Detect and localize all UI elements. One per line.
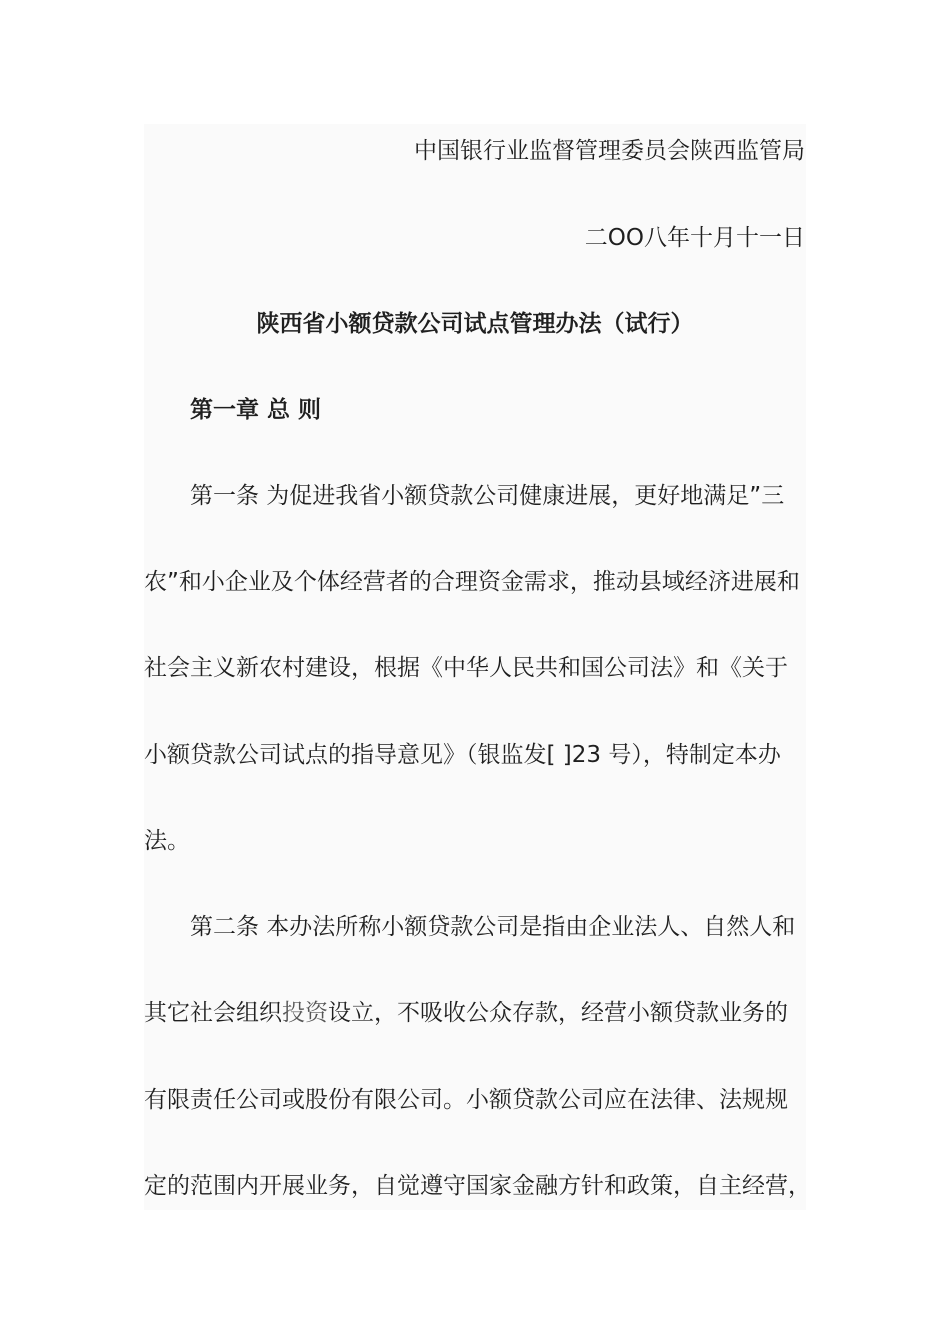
article1-line-3: 社会主义新农村建设，根据《中华人民共和国公司法》和《关于 — [144, 655, 788, 681]
chapter-heading: 第一章 总 则 — [190, 397, 322, 423]
issuer-line: 中国银行业监督管理委员会陕西监管局 — [414, 138, 805, 164]
article2-line-2-before: 其它社会组织 — [144, 1000, 282, 1026]
document-title: 陕西省小额贷款公司试点管理办法（试行） — [256, 311, 694, 337]
article2-line-2 — [144, 998, 788, 1028]
article1-line-1: 第一条 为促进我省小额贷款公司健康进展，更好地满足”三 — [190, 483, 785, 509]
article1-line-4: 小额贷款公司试点的指导意见》（银监发[ ]23 号），特制定本办 — [144, 742, 781, 768]
article1-line-2: 农”和小企业及个体经营者的合理资金需求，推动县域经济进展和 — [144, 569, 800, 595]
article2-line-1: 第二条 本办法所称小额贷款公司是指由企业法人、自然人和 — [190, 914, 796, 940]
article2-line-3: 有限责任公司或股份有限公司。小额贷款公司应在法律、法规规 — [144, 1087, 788, 1113]
article2-line-2-highlight: 投资 — [282, 1000, 328, 1026]
article2-line-2-after: 设立，不吸收公众存款，经营小额贷款业务的 — [328, 1000, 788, 1026]
article1-line-5: 法。 — [144, 828, 190, 854]
article2-line-4: 定的范围内开展业务，自觉遵守国家金融方针和政策，自主经营， — [144, 1173, 811, 1199]
date-line: 二OO八年十月十一日 — [584, 225, 805, 251]
